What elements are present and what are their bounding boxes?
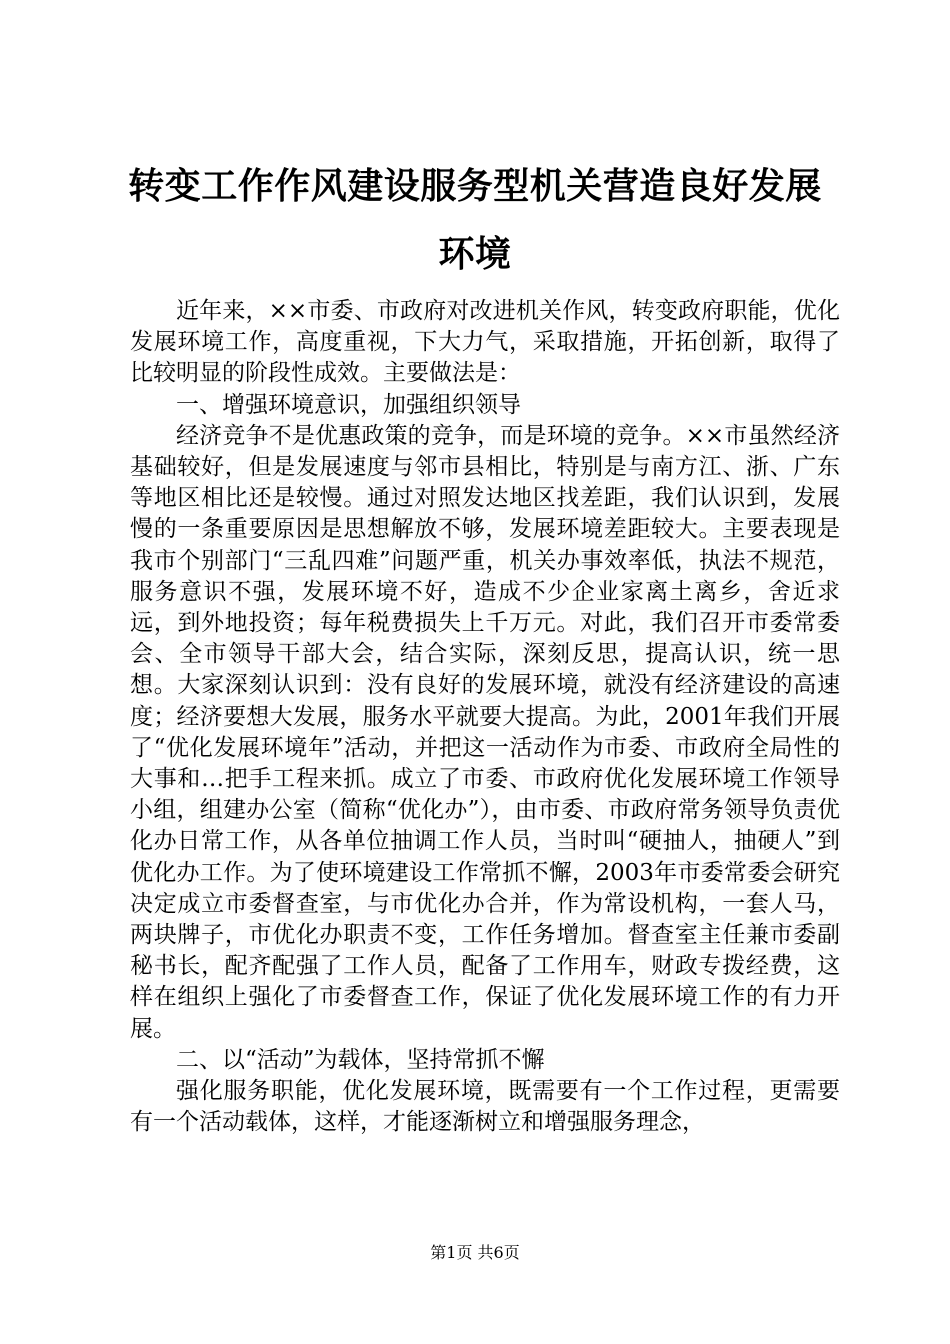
section-1-paragraph: 经济竞争不是优惠政策的竞争，而是环境的竞争。××市虽然经济基础较好，但是发展速度与邻市县相比，特别是与南方江、浙、广东等地区相比还是较慢。通过对照发达地区找差距，我们认识到，发展慢的一条重要原因是思想解放不够，发展环境差距较大。主要表现是我市个别部门“三乱四难”问题严重，机关办事效率低，执法不规范，服务意识不强，发展环境不好，造成不少企业家离土离乡，舍近求远，到外地投资；每年税费损失上千万元。对此，我们召开市委常委会、全市领导干部大会，结合实际，深刻反思，提高认识，统一思想。大家深刻认识到：没有良好的发展环境，就没有经济建设的高速度；经济要想大发展，服务水平就要大提高。为此，2001年我们开展了“优化发展环境年”活动，并把这一活动作为市委、市政府全局性的大事和…把手工程来抓。成立了市委、市政府优化发展环境工作领导小组，组建办公室（简称“优化办”），由市委、市政府常务领导负责优化办日常工作，从各单位抽调工作人员，当时叫“硬抽人，抽硬人”到优化办工作。为了使环境建设工作常抓不懈，2003年市委常委会研究决定成立市委督查室，与市优化办合并，作为常设机构，一套人马，两块牌子，市优化办职责不变，工作任务增加。督查室主任兼市委副秘书长，配齐配强了工作人员，配备了工作用车，财政专拨经费，这样在组织上强化了市委督查工作，保证了优化发展环境工作的有力开展。 xyxy=(130,422,840,1042)
page-footer: 第1页 共6页 xyxy=(430,1243,520,1262)
section-2-paragraph: 强化服务职能，优化发展环境，既需要有一个工作过程，更需要有一个活动载体，这样，才能逐渐树立和增强服务理念， xyxy=(130,1078,840,1136)
intro-paragraph: 近年来，××市委、市政府对改进机关作风，转变政府职能，优化发展环境工作，高度重视，下大力气，采取措施，开拓创新，取得了比较明显的阶段性成效。主要做法是： xyxy=(130,298,840,387)
document-body xyxy=(130,296,840,1138)
document-title: 转变工作作风建设服务型机关营造良好发展环境 xyxy=(128,165,822,275)
section-heading-1: 一、增强环境意识，加强组织领导 xyxy=(176,391,521,418)
section-heading-2: 二、以“活动”为载体，坚持常抓不懈 xyxy=(176,1046,545,1073)
